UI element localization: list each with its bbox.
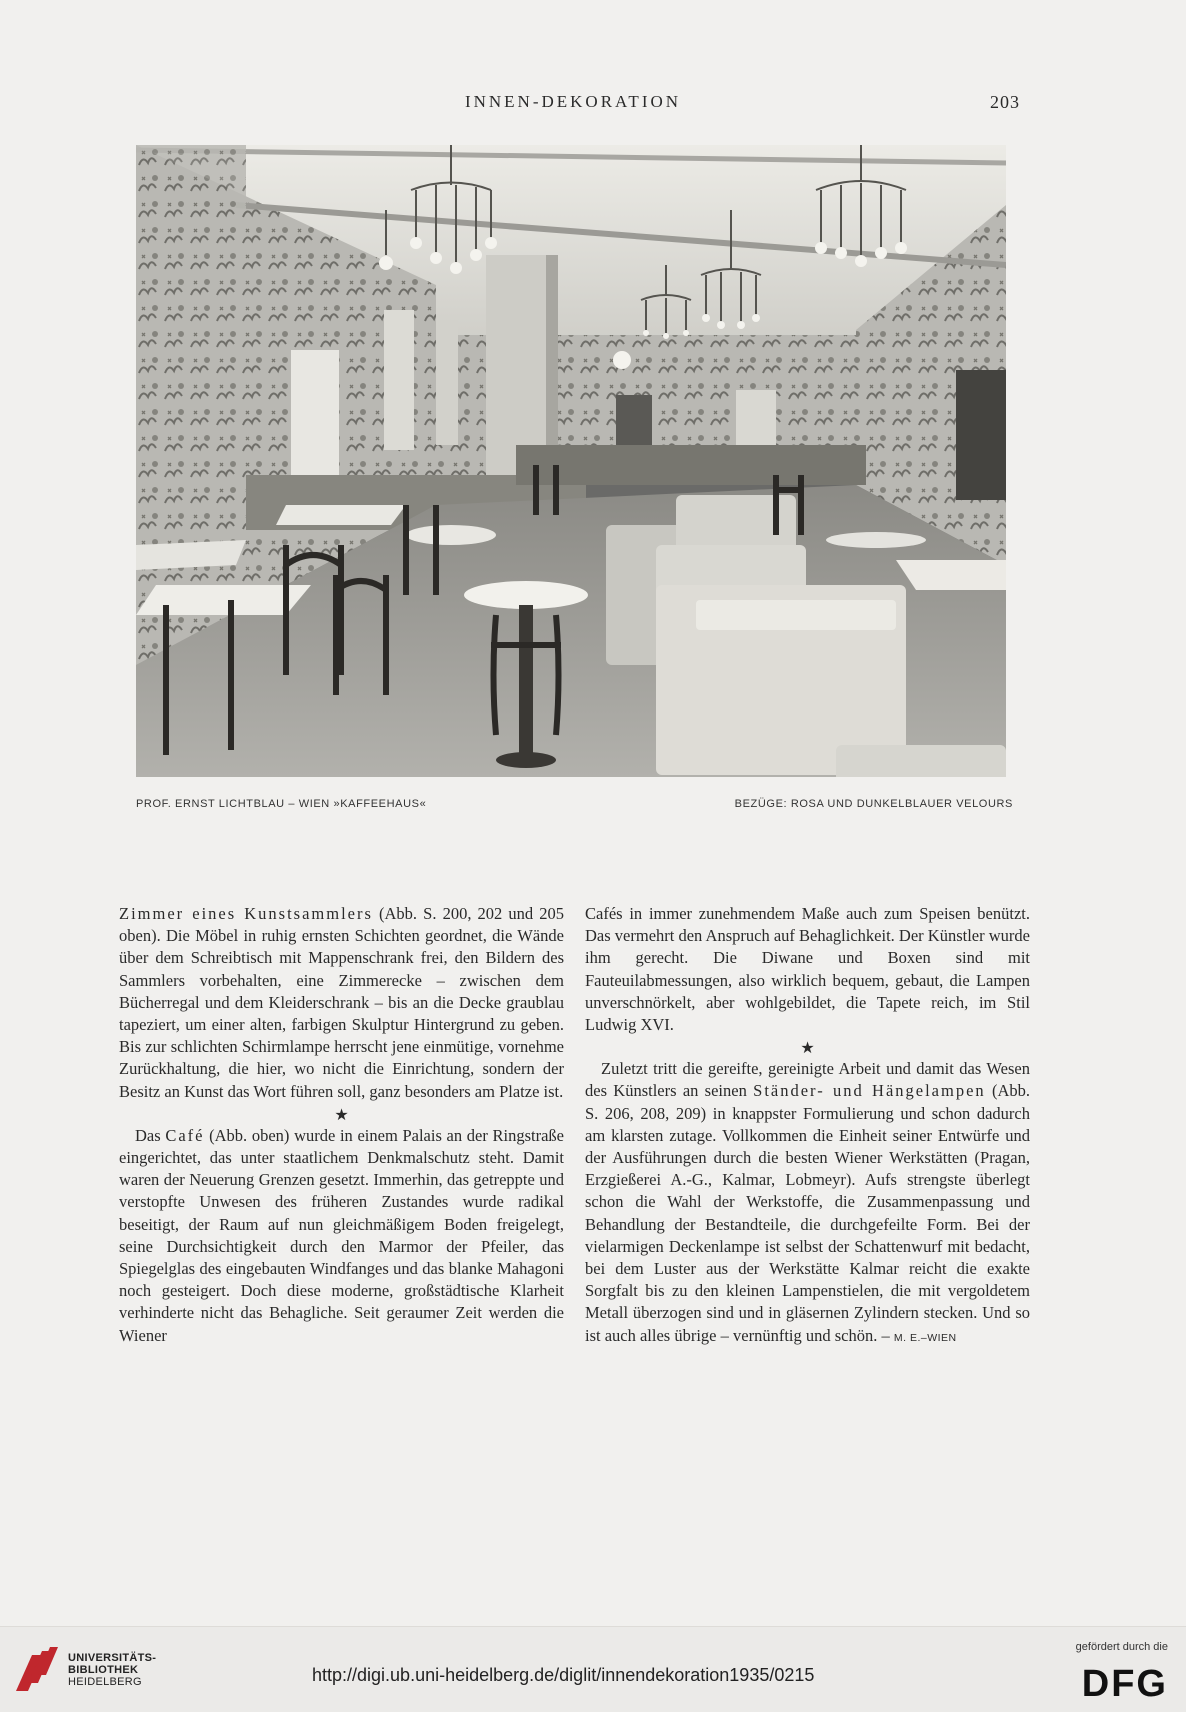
emphasis-text: Zimmer eines Kunstsammlers [119,904,373,923]
paragraph [585,1058,1030,1349]
paragraph [119,1125,564,1347]
cafe-interior-image [136,145,1006,777]
funded-by-label: gefördert durch die [1075,1641,1168,1653]
library-name: UNIVERSITÄTS- BIBLIOTHEK HEIDELBERG [68,1652,157,1688]
body-text: (Abb. oben) wurde in einem Palais an der Ringstraße eingerichtet, das unter staatlichem Denkmalschutz steht. Damit waren der Neuerung Grenzen gesetzt. Immerhin, das getreppte und verstopfte Unwesen des früheren Zustandes wurde radikal beseitigt, der Raum auf nun gleichmäßigem Boden freigelegt, seine Durchsichtigkeit durch den Marmor der Pfeiler, das Spiegelglas des eingebauten Windfanges und das blanke Mahagoni noch gesteigert. Doch diese moderne, großstädtische Klarheit verhinderte nicht das Behagliche. Seit geraumer Zeit werden die Wiener [119,1125,564,1345]
journal-title: INNEN-DEKORATION [464,92,682,111]
text-column-left [119,903,564,1347]
emphasis-text: Café [165,1125,205,1145]
paragraph [119,903,564,1103]
figure-caption-left: PROF. ERNST LICHTBLAU – WIEN »KAFFEEHAUS« [136,798,427,810]
body-text: Cafés in immer zunehmendem Maße auch zum Speisen benützt. Das vermehrt den Anspruch auf Behaglichkeit. Der Künstler wurde ihm gerecht. Die Diwane und Boxen sind mit Fauteuilabmessungen, also wirklich bequem, gebaut, die Lampen unverschnörkelt, aber wohlgebildet, die Tapete reich, im Stil Ludwig XVI. [585,904,1030,1035]
permalink-url[interactable]: http://digi.ub.uni-heidelberg.de/diglit/innendekoration1935/0215 [312,1665,815,1685]
figure-caption-right: BEZÜGE: ROSA UND DUNKELBLAUER VELOURS [734,798,1013,810]
university-library-logo-icon [14,1645,60,1693]
body-text: Zuletzt tritt die gereifte, gereinigte Arbeit und damit das Wesen des Künstlers an seinen [585,1059,1030,1101]
page-number: 203 [990,92,1020,112]
dfg-logo: DFG [1081,1663,1168,1705]
body-text: Das [135,1125,166,1145]
section-star-divider: ★ [334,1106,349,1124]
body-text: (Abb. S. 200, 202 und 205 oben). Die Möbel in ruhig ernsten Schichten geordnet, die Wände über dem Schreibtisch mit Mappenschrank frei, den Bildern des Sammlers vorbehalten, eine Zimmerecke – zwischen dem Bücherregal und dem Kleiderschrank – bis an die Decke graublau tapeziert, um einer alten, farbigen Skulptur Hintergrund zu geben. Bis zur schlichten Schirmlampe herrscht jene einmütige, vornehme Zurückhaltung, die hier, wo nicht die Einrichtung, sondern der Besitz an Kunst das Wort führen soll, ganz besonders am Platze ist. [119,904,564,1101]
paragraph [585,903,1030,1036]
author-signature: M. E.–WIEN [893,1331,957,1344]
body-text: (Abb. S. 206, 208, 209) in knappster Formulierung und schon dadurch am klarsten zutage. Vollkommen die Einheit seiner Entwürfe und der Ausführungen durch die besten Wiener Werkstätten (Pragan, Erzgießerei A.-G., Kalmar, Lobmeyr). Aufs strengste überlegt schon die Wahl der Werkstoffe, die Zusammenpassung und Behandlung der Bestandteile, die durchgefeilte Form. Bei der vielarmigen Deckenlampe ist selbst der Schattenwurf mit bedacht, bei dem Luster aus der Werkstätte Kalmar reicht die exakte Sorgfalt bis zu den kleinen Lampenstielen, die mit vergoldetem Metall überzogen sind und in gläsernen Zylindern stecken. Und so ist auch alles übrige – vernünftig und schön. – [585,1081,1030,1345]
text-column-right [585,903,1030,1349]
section-star-divider: ★ [800,1040,815,1058]
digitization-footer [0,1626,1186,1712]
emphasis-text: Ständer- und Hängelampen [753,1081,986,1101]
cafe-photograph [136,145,1006,777]
